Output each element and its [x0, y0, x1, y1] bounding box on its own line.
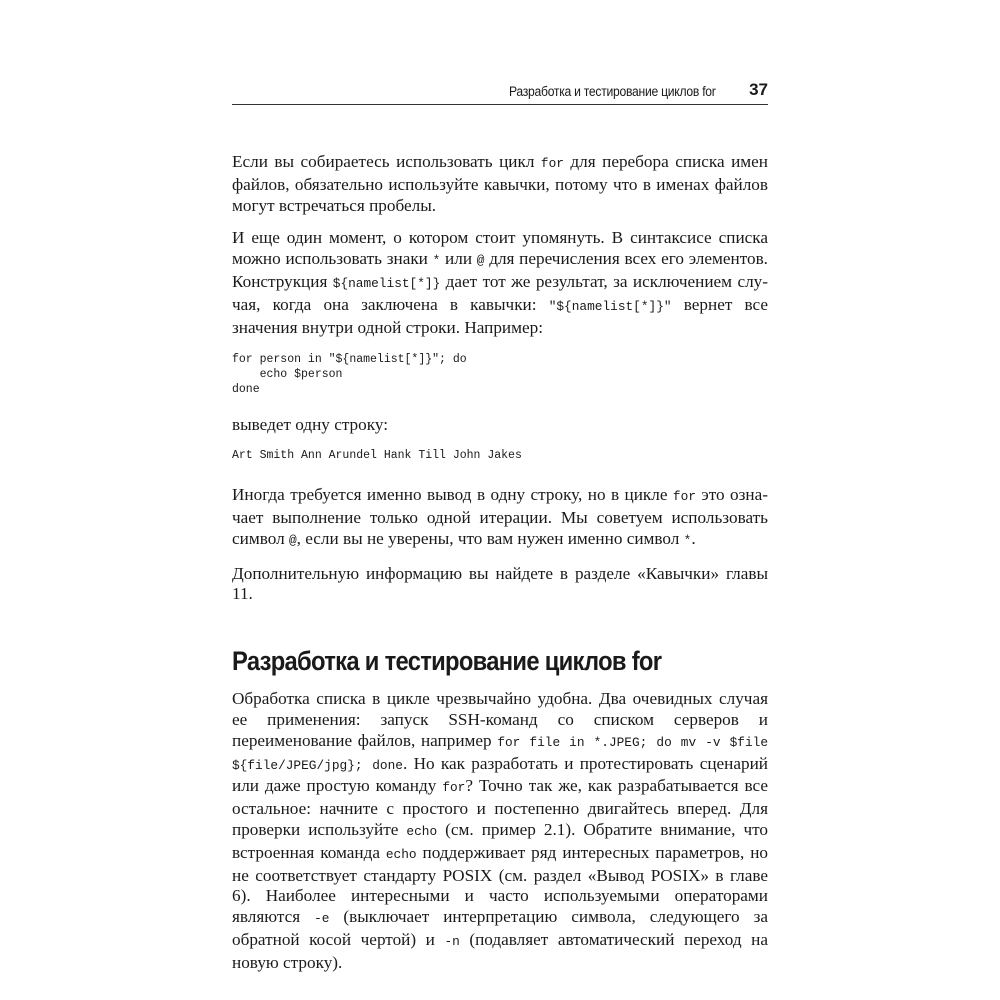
text-run: . Но как разработать и протестировать сценарий или даже простую команду — [232, 753, 768, 796]
running-title: Разработка и тестирование циклов for — [509, 84, 716, 99]
inline-code: for file in *.JPEG; do mv -v $file ${file/JPEG/jpg}; done — [232, 734, 768, 773]
text-run: ? Точно так же, как разрабатывается все остальное: начните с простого и постепенно двигайтесь вперед. Для проверки используйте — [232, 776, 769, 839]
inline-code: * — [683, 532, 692, 548]
paragraph-4 — [232, 485, 768, 551]
text-run: или — [440, 249, 477, 269]
inline-code: @ — [288, 532, 297, 548]
text-run: . — [691, 528, 696, 548]
running-header — [232, 78, 768, 105]
output-block: Art Smith Ann Arundel Hank Till John Jakes — [232, 449, 522, 463]
text-run: Если вы собираетесь использовать цикл — [232, 152, 541, 171]
inline-code: "${namelist[*]}" — [548, 298, 672, 314]
paragraph-1 — [232, 152, 768, 216]
page-number: 37 — [749, 80, 768, 99]
text-run: , если вы не уверены, что вам нужен именно символ — [296, 528, 684, 548]
text-run: Иногда требуется именно вывод в одну строку, но в цикле — [232, 485, 673, 505]
code-block: for person in "${namelist[*]}"; do echo $person done — [232, 353, 467, 397]
section-heading: Разработка и тестирование циклов for — [232, 646, 662, 677]
paragraph-5: Дополнительную информацию вы найдете в разделе «Кавычки» главы 11. — [232, 563, 768, 604]
inline-code: for — [672, 489, 696, 505]
inline-code: -n — [444, 933, 460, 949]
text-run: (см. пример 2.1). Обратите внимание, что встроенная команда — [232, 819, 768, 862]
text-run: И еще один момент, о котором стоит упомянуть. В синтаксисе списка можно использовать знаки — [232, 228, 768, 269]
page-content — [232, 152, 768, 986]
paragraph-2 — [232, 228, 768, 338]
text-run: поддерживает ряд интересных параметров, но не соответствует стандарту POSIX (см. раздел «Вывод POSIX» в главе 6). Наиболее интересными и часто используемыми операторами являются — [232, 842, 768, 927]
inline-code: echo — [406, 823, 438, 839]
paragraph-6 — [232, 689, 768, 973]
inline-code: for — [442, 780, 466, 796]
text-run: дает тот же результат, за исключением случая, когда она заключена в кавычки: — [232, 271, 768, 314]
inline-code: -e — [314, 911, 330, 927]
text-run: вернет все значения внутри одной строки. Например: — [232, 294, 768, 337]
text-run: (подавляет автоматический переход на новую строку). — [232, 929, 768, 972]
text-run: Обработка списка в цикле чрезвычайно удобна. Два очевидных случая ее применения: запуск SSH-команд со списком серверов и переименование файлов, например — [232, 689, 768, 750]
text-run: для перебора списка имен файлов, обязательно используйте кавычки, потому что в именах файлов могут встречаться пробелы. — [232, 152, 768, 215]
inline-code: @ — [476, 253, 485, 269]
text-run: для перечисления всех его элементов. Конструкция — [232, 249, 768, 291]
inline-code: * — [432, 253, 441, 269]
inline-code: ${namelist[*]} — [332, 275, 441, 291]
paragraph-3: выведет одну строку: — [232, 415, 388, 435]
inline-code: echo — [385, 846, 417, 862]
text-run: это означает выполнение только одной итерации. Мы советуем использовать символ — [232, 485, 768, 548]
text-run: (выключает интерпретацию символа, следующего за обратной косой чертой) и — [232, 907, 768, 949]
inline-code: for — [540, 156, 564, 171]
